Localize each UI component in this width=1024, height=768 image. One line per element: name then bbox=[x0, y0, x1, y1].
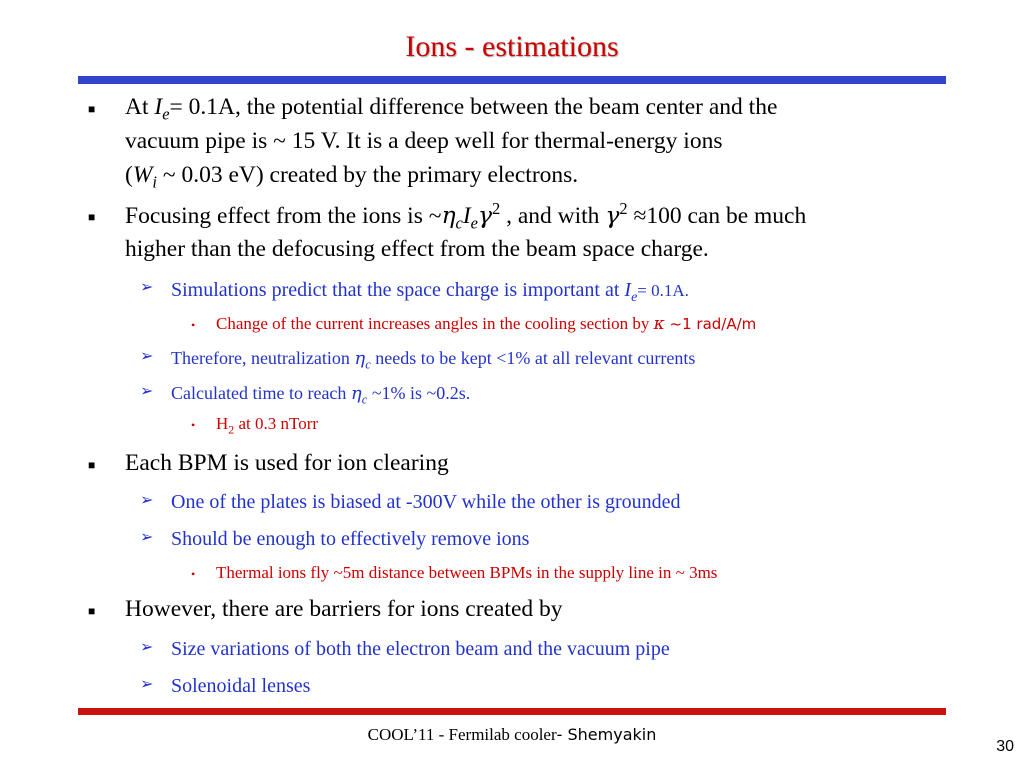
subscript: e bbox=[631, 290, 638, 305]
text: H bbox=[216, 414, 229, 433]
bullet-2-sub-1-item bbox=[216, 314, 756, 334]
superscript: 2 bbox=[492, 199, 501, 219]
text: At bbox=[125, 94, 155, 120]
arrow-bullet-icon: ➢ bbox=[140, 279, 154, 296]
text: ~1 rad/A/m bbox=[664, 315, 757, 333]
eta-symbol: η bbox=[350, 383, 362, 404]
text: = 0.1A. bbox=[637, 281, 689, 300]
square-bullet-icon: ■ bbox=[88, 604, 96, 618]
bullet-4-sub-2: Solenoidal lenses bbox=[171, 675, 311, 697]
arrow-bullet-icon: ➢ bbox=[140, 529, 154, 546]
arrow-bullet-icon: ➢ bbox=[140, 383, 154, 400]
text: ( bbox=[125, 162, 133, 188]
bullet-3-sub-2: Should be enough to effectively remove ions bbox=[171, 528, 530, 550]
subscript: c bbox=[365, 357, 371, 372]
gamma-symbol: γ bbox=[605, 201, 620, 229]
round-bullet-icon: • bbox=[191, 418, 196, 432]
eta-symbol: η bbox=[354, 348, 366, 369]
current-symbol: I bbox=[154, 94, 163, 120]
bullet-2-sub-2 bbox=[171, 346, 695, 371]
kappa-symbol: κ bbox=[653, 314, 665, 334]
energy-symbol: W bbox=[132, 162, 153, 188]
text: ≈100 can be much bbox=[627, 203, 807, 229]
footer-author: - Shemyakin bbox=[556, 725, 657, 744]
bottom-rule bbox=[78, 708, 946, 715]
arrow-bullet-icon: ➢ bbox=[140, 676, 154, 693]
text: Change of the current increases angles in the cooling section by bbox=[216, 314, 654, 333]
bullet-4: However, there are barriers for ions created by bbox=[125, 596, 563, 622]
superscript: 2 bbox=[619, 199, 628, 219]
bullet-1-line-3 bbox=[125, 162, 579, 192]
text: ~ 0.03 eV) created by the primary electrons. bbox=[156, 162, 579, 188]
bullet-3: Each BPM is used for ion clearing bbox=[125, 450, 449, 476]
square-bullet-icon: ■ bbox=[88, 458, 96, 472]
bullet-2-sub-3-item bbox=[216, 414, 319, 437]
bullet-3-sub-1: One of the plates is biased at -300V while the other is grounded bbox=[171, 491, 681, 513]
subscript: 2 bbox=[228, 422, 235, 437]
arrow-bullet-icon: ➢ bbox=[140, 492, 154, 509]
bullet-2-sub-3 bbox=[171, 381, 470, 406]
text: Focusing effect from the ions is ~ bbox=[125, 203, 442, 229]
text: ~1% is ~0.2s. bbox=[367, 383, 471, 403]
text: Simulations predict that the space charge is important at bbox=[171, 279, 625, 301]
square-bullet-icon: ■ bbox=[88, 210, 96, 224]
slide-title: Ions - estimations bbox=[405, 30, 619, 63]
gamma-symbol: γ bbox=[477, 201, 492, 229]
bullet-2-line-1 bbox=[125, 199, 807, 233]
text: at 0.3 nTorr bbox=[234, 414, 319, 433]
arrow-bullet-icon: ➢ bbox=[140, 348, 154, 365]
bullet-1-line-1 bbox=[125, 94, 778, 124]
round-bullet-icon: • bbox=[191, 318, 196, 332]
eta-symbol: η bbox=[441, 201, 456, 229]
subscript: e bbox=[162, 104, 170, 124]
footer bbox=[0, 725, 1024, 745]
current-symbol: I bbox=[624, 279, 632, 301]
page-number: 30 bbox=[996, 738, 1014, 755]
round-bullet-icon: • bbox=[191, 567, 196, 581]
arrow-bullet-icon: ➢ bbox=[140, 639, 154, 656]
text: needs to be kept <1% at all relevant currents bbox=[370, 348, 696, 368]
square-bullet-icon: ■ bbox=[88, 102, 96, 116]
bullet-2-line-2: higher than the defocusing effect from the beam space charge. bbox=[125, 236, 709, 262]
text: Therefore, neutralization bbox=[171, 348, 355, 368]
bullet-4-sub-1: Size variations of both the electron beam and the vacuum pipe bbox=[171, 638, 670, 660]
subscript: c bbox=[455, 213, 463, 233]
footer-text: COOL’11 - Fermilab cooler bbox=[367, 725, 557, 744]
text: , and with bbox=[500, 203, 606, 229]
subscript: i bbox=[152, 172, 157, 192]
bullet-1-line-2: vacuum pipe is ~ 15 V. It is a deep well for thermal-energy ions bbox=[125, 128, 723, 154]
text: Calculated time to reach bbox=[171, 383, 351, 403]
bullet-3-sub-2-item: Thermal ions fly ~5m distance between BPMs in the supply line in ~ 3ms bbox=[216, 563, 718, 582]
bullet-2-sub-1 bbox=[171, 278, 689, 303]
subscript: e bbox=[470, 213, 478, 233]
subscript: c bbox=[361, 392, 368, 407]
current-symbol: I bbox=[462, 203, 471, 229]
text: = 0.1A, the potential difference between the beam center and the bbox=[169, 94, 778, 120]
